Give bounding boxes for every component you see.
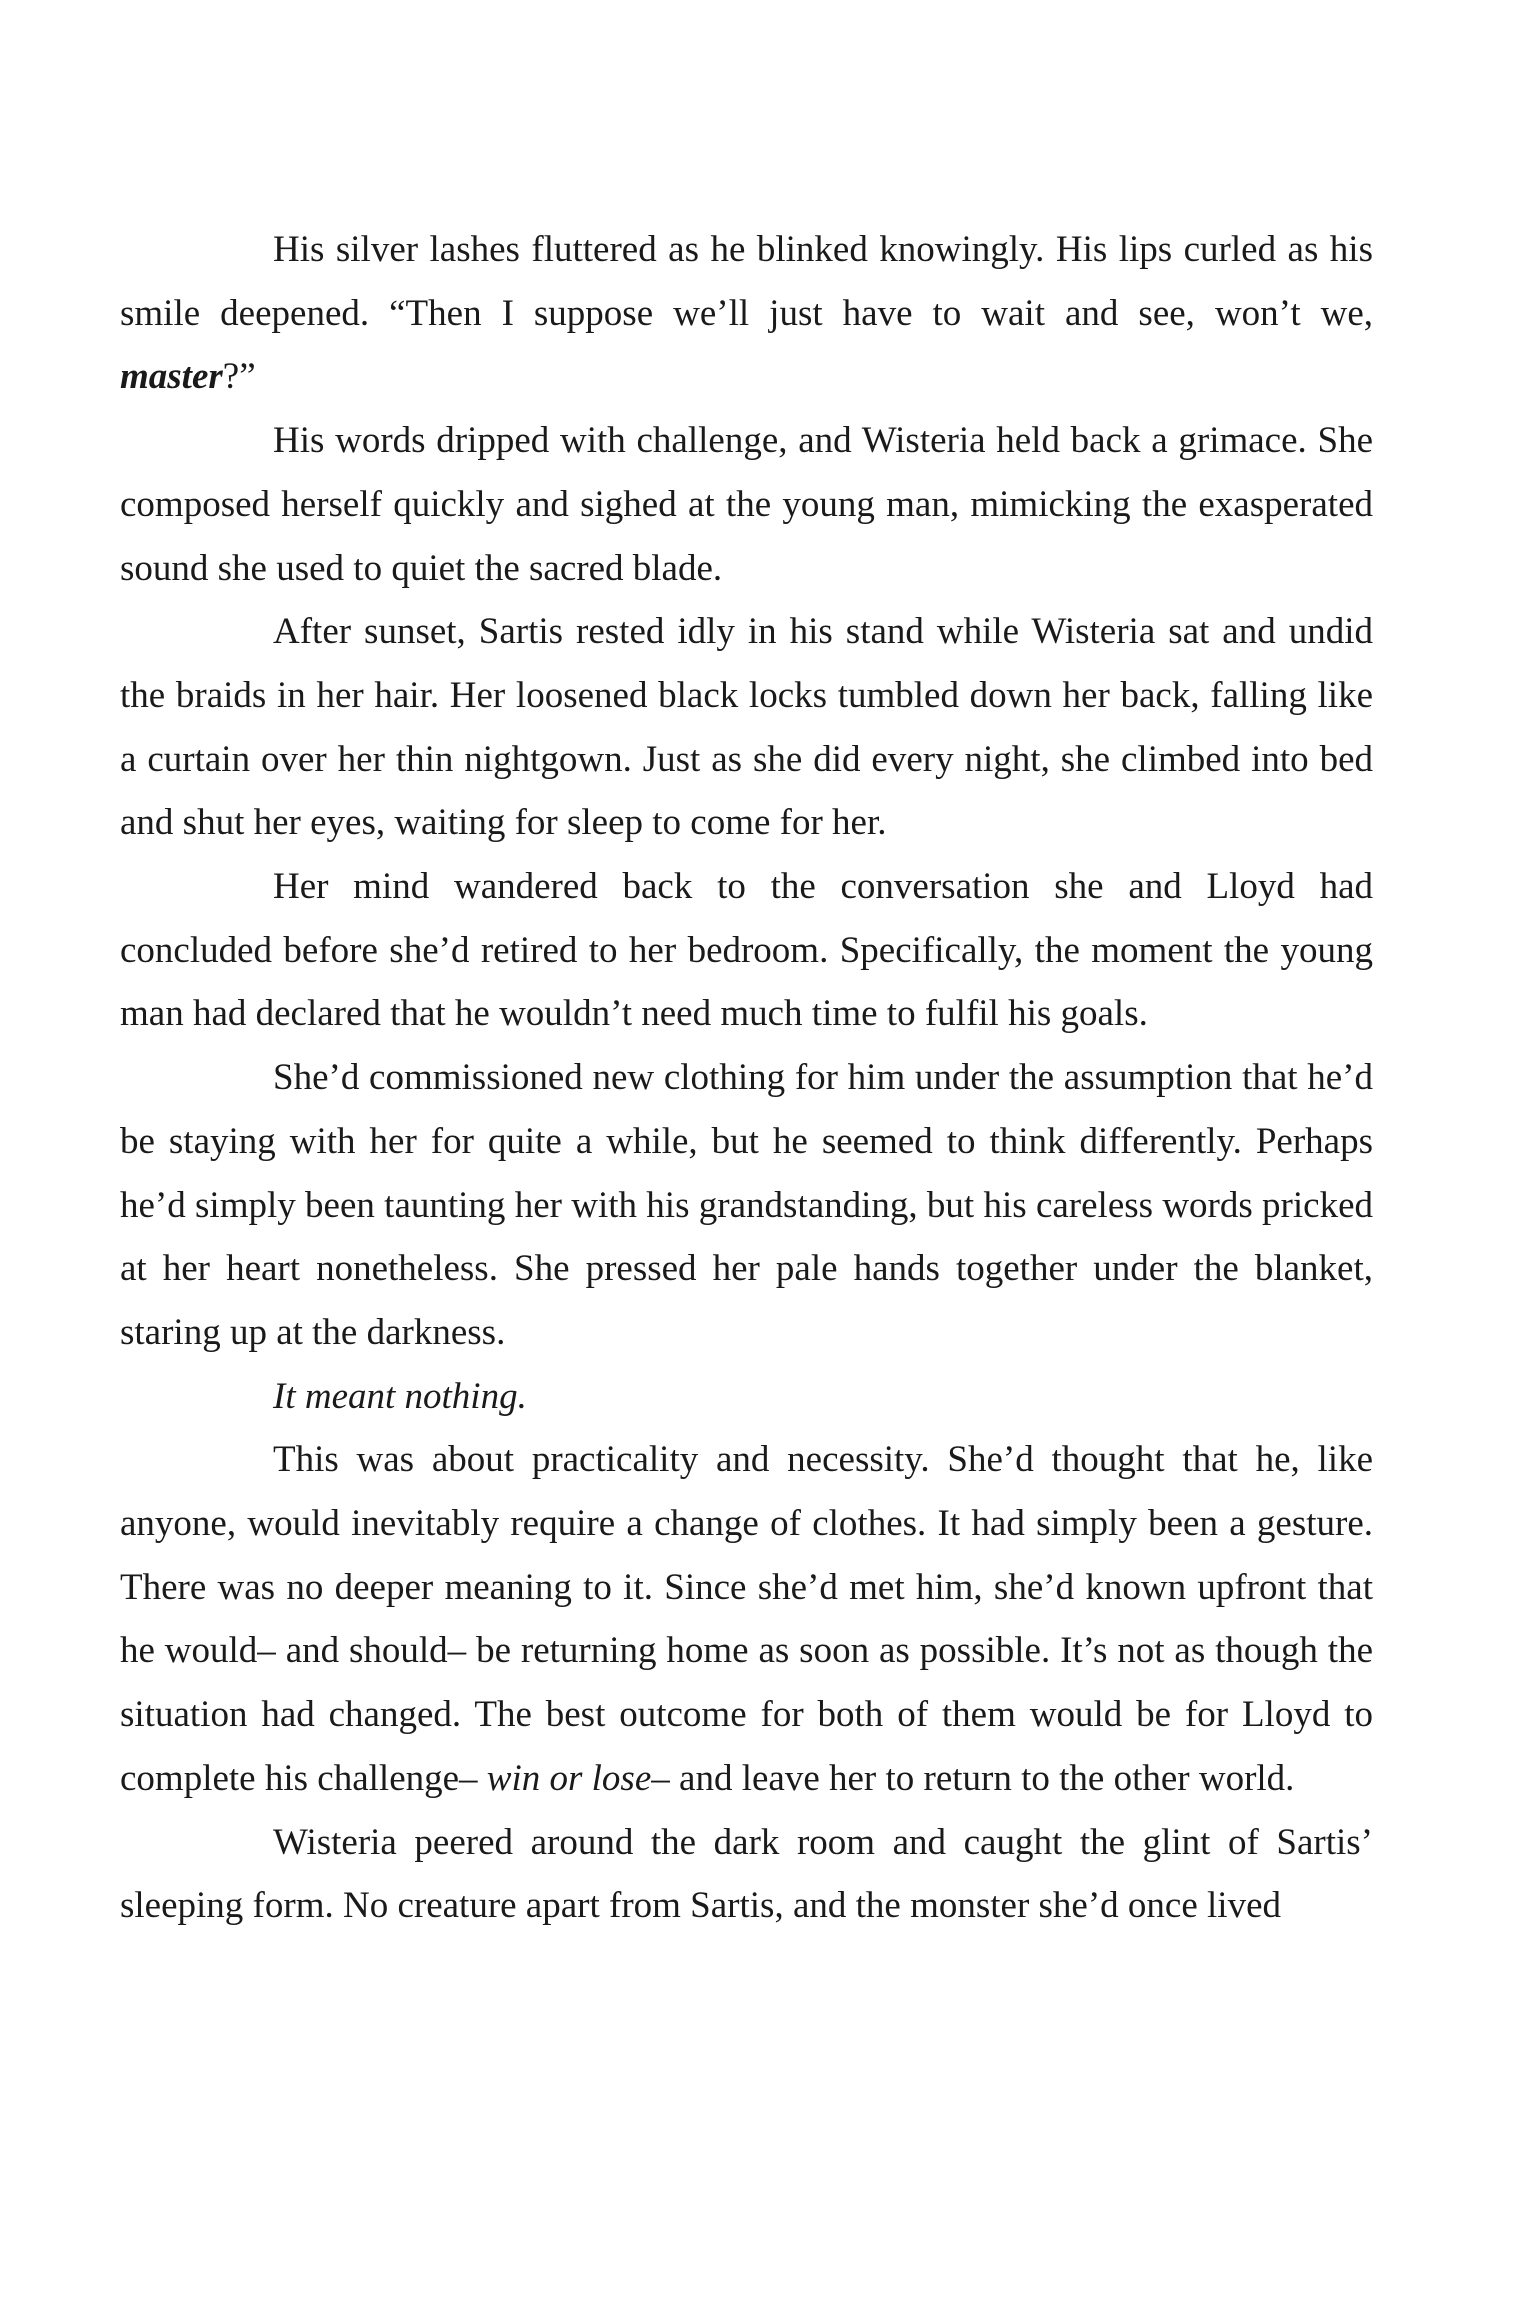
paragraph-7-end: – and leave her to return to the other world.: [651, 1757, 1295, 1799]
paragraph-6-italic: It meant nothing.: [273, 1375, 527, 1417]
paragraph-5: She’d commissioned new clothing for him under the assumption that he’d be staying with her for quite a while, but he seemed to think differently. Perhaps he’d simply been taunting her with his grandstanding, but his careless words pricked at her heart nonetheless. She pressed her pale hands together under the blanket, staring up at the darkness.: [120, 1057, 1373, 1353]
paragraph-1-end: ?”: [222, 356, 256, 398]
paragraph-1-text: His silver lashes fluttered as he blinked knowingly. His lips curled as his smile deepened. “Then I suppose we’ll just have to wait and see, won’t we,: [120, 229, 1373, 334]
paragraph-7: [120, 1428, 1373, 1810]
paragraph-3: After sunset, Sartis rested idly in his stand while Wisteria sat and undid the braids in her hair. Her loosened black locks tumbled down her back, falling like a curtain over her thin nightgown. Just as she did every night, she climbed into bed and shut her eyes, waiting for sleep to come for her.: [120, 611, 1373, 844]
paragraph-8: Wisteria peered around the dark room and caught the glint of Sartis’ sleeping form. No creature apart from Sartis, and the monster she’d once lived: [120, 1821, 1373, 1927]
paragraph-7-emphasis: win or lose: [486, 1757, 652, 1799]
paragraph-1: [120, 218, 1373, 409]
paragraph-1-emphasis: master: [120, 356, 223, 398]
paragraph-7-text: This was about practicality and necessity. She’d thought that he, like anyone, would inevitably require a change of clothes. It had simply been a gesture. There was no deeper meaning to it. Since she’d met him, she’d known upfront that he would– and should– be returning home as soon as possible. It’s not as though the situation had changed. The best outcome for both of them would be for Lloyd to complete his challenge–: [120, 1439, 1373, 1799]
paragraph-4: Her mind wandered back to the conversation she and Lloyd had concluded before she’d retired to her bedroom. Specifically, the moment the young man had declared that he wouldn’t need much time to fulfil his goals.: [120, 866, 1373, 1035]
paragraph-2: His words dripped with challenge, and Wisteria held back a grimace. She composed herself quickly and sighed at the young man, mimicking the exasperated sound she used to quiet the sacred blade.: [120, 420, 1373, 589]
paragraph-6: [120, 1365, 1373, 1429]
book-page: [120, 218, 1373, 1938]
